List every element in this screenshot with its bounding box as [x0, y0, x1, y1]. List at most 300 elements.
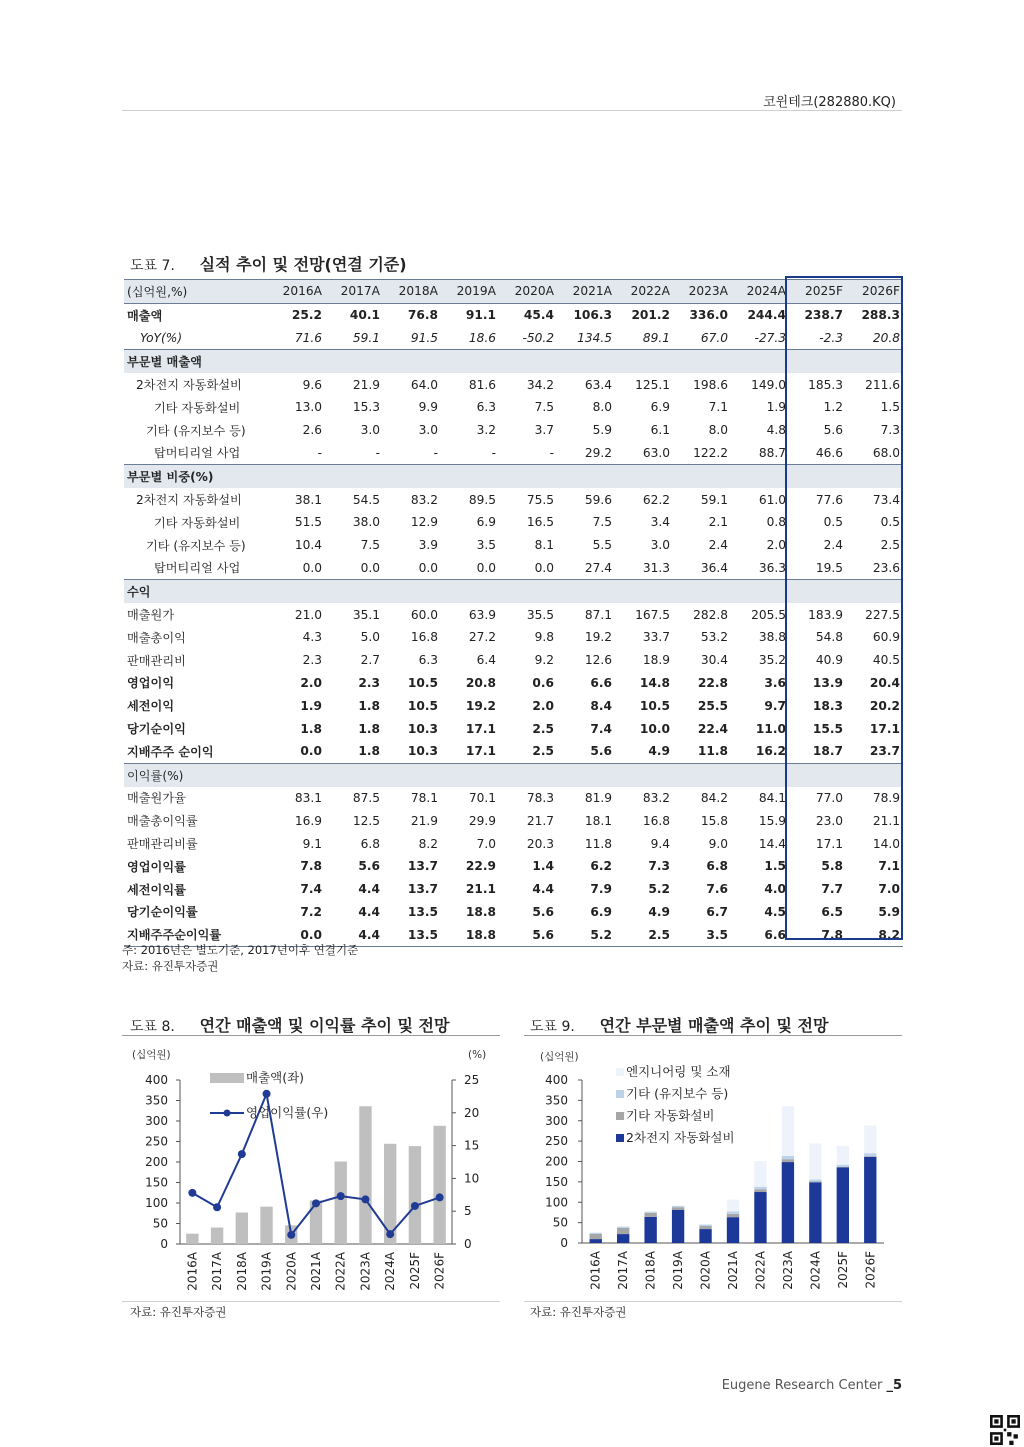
table-row [124, 809, 903, 832]
row-label: 판매관리비률 [127, 837, 198, 852]
table-cell: 21.1 [872, 813, 900, 828]
table-header-unit: (십억원,%) [124, 280, 267, 304]
table-cell: 18.7 [812, 744, 843, 759]
table-cell: 2.5 [880, 538, 900, 553]
table7-number: 도표 7. [130, 258, 175, 274]
table-cell: 78.3 [526, 790, 554, 805]
table-cell: 5.2 [557, 923, 615, 946]
table-cell: - [375, 445, 380, 460]
table-cell: 183.9 [808, 607, 843, 622]
y-tick-label: 300 [545, 1113, 568, 1128]
table-header-year: 2016A [267, 280, 325, 304]
stacked-bar-segment [754, 1189, 766, 1192]
table-cell: - [317, 445, 322, 460]
table-cell: 13.0 [294, 400, 322, 415]
table-cell: 19.2 [465, 698, 496, 713]
table-cell: 6.6 [731, 923, 789, 946]
table-cell: 106.3 [573, 308, 612, 323]
row-label: 2차전지 자동화설비 [136, 493, 242, 508]
table-cell: 15.9 [758, 813, 786, 828]
chart9-number: 도표 9. [530, 1019, 575, 1035]
table-header-year: 2023A [673, 280, 731, 304]
table-cell: 2.0 [532, 698, 554, 713]
row-label: 매출원가 [127, 608, 175, 623]
table-cell: 0.0 [267, 923, 325, 946]
x-tick-label: 2020A [284, 1252, 299, 1291]
table-row [124, 832, 903, 855]
table-cell: 2.6 [302, 423, 322, 438]
stacked-bar-segment [809, 1143, 821, 1179]
y-tick-label-right: 20 [464, 1105, 480, 1120]
table-cell: 2.4 [708, 538, 728, 553]
table-cell: 23.0 [815, 813, 843, 828]
table-row [124, 557, 903, 580]
op-margin-point [361, 1195, 369, 1203]
table-cell: -50.2 [499, 327, 557, 350]
row-label: 기타 (유지보수 등) [146, 423, 246, 438]
op-margin-point [436, 1193, 444, 1201]
chart8-title [130, 1013, 449, 1036]
table-cell: 51.5 [294, 515, 322, 530]
table-cell: 201.2 [631, 308, 670, 323]
table-cell: 282.8 [693, 607, 728, 622]
stacked-bar-segment [727, 1212, 739, 1214]
table-cell [557, 580, 615, 603]
table-cell: 5.0 [360, 630, 380, 645]
table-cell: 9.7 [764, 698, 786, 713]
table-cell: 9.8 [534, 630, 554, 645]
table-cell: 91.1 [465, 308, 496, 323]
table-cell: 15.5 [812, 721, 843, 736]
table-cell: 6.6 [590, 675, 612, 690]
table-cell [789, 350, 846, 373]
table-cell: 4.8 [766, 423, 786, 438]
table-cell: 9.2 [534, 653, 554, 668]
x-tick-label: 2022A [333, 1252, 348, 1291]
table-row [124, 855, 903, 878]
table-header-year: 2020A [499, 280, 557, 304]
table-cell: 14.0 [872, 836, 900, 851]
table-cell [441, 580, 499, 603]
table-cell: 0.5 [880, 515, 900, 530]
table-cell: 7.1 [708, 400, 728, 415]
table-cell [557, 465, 615, 488]
table-cell: 54.8 [815, 630, 843, 645]
stacked-bar-segment [727, 1214, 739, 1217]
table-cell [267, 580, 325, 603]
table-cell: 78.1 [410, 790, 438, 805]
table-cell: 53.2 [700, 630, 728, 645]
chart9-title-rule [524, 1035, 902, 1036]
table-cell: 11.8 [584, 836, 612, 851]
y-tick-label: 200 [545, 1154, 568, 1169]
table-cell: 0.0 [534, 560, 554, 575]
y-tick-label-left: 0 [160, 1237, 168, 1251]
table-cell: 16.5 [526, 515, 554, 530]
stacked-bar-segment [672, 1210, 684, 1243]
chart9-title [530, 1013, 828, 1036]
table-cell: 7.3 [880, 423, 900, 438]
table-cell: 34.2 [526, 377, 554, 392]
qr-code-icon [990, 1415, 1020, 1445]
table-cell: 3.7 [534, 423, 554, 438]
row-label: 기타 (유지보수 등) [146, 538, 246, 553]
revenue-bar [260, 1207, 272, 1244]
x-tick-label: 2025F [407, 1252, 422, 1290]
revenue-bar [236, 1213, 248, 1244]
y-tick-label-left: 350 [145, 1093, 168, 1108]
table-cell: 7.9 [590, 882, 612, 897]
row-label: 탑머티리얼 사업 [154, 561, 241, 576]
table-cell: 21.1 [465, 882, 496, 897]
row-label: 세전이익 [127, 699, 175, 714]
legend-swatch [616, 1112, 624, 1120]
table-cell: 13.9 [812, 675, 843, 690]
op-margin-point [213, 1203, 221, 1211]
table-cell: 22.4 [697, 721, 728, 736]
y-tick-label-left: 400 [145, 1073, 168, 1087]
op-margin-point [263, 1090, 271, 1098]
row-label: 영업이익 [127, 676, 175, 691]
x-tick-label: 2023A [780, 1251, 795, 1290]
table-cell: 5.6 [358, 859, 380, 874]
row-label: 세전이익률 [127, 882, 186, 897]
table-header-year: 2025F [789, 280, 846, 304]
x-tick-label: 2020A [698, 1251, 713, 1290]
table-cell: 2.5 [532, 721, 554, 736]
y-tick-label: 400 [545, 1073, 568, 1087]
table-cell: 1.8 [358, 721, 380, 736]
table-header-year: 2018A [383, 280, 441, 304]
table-cell: 5.6 [532, 904, 554, 919]
stacked-bar-segment [864, 1156, 876, 1157]
table-cell: 9.1 [302, 836, 322, 851]
table-cell: 1.5 [764, 859, 786, 874]
row-label: 매출액 [127, 308, 163, 323]
table-cell: 4.3 [302, 630, 322, 645]
table-cell: 10.5 [639, 698, 670, 713]
table-cell: 9.0 [708, 836, 728, 851]
table-cell: - [433, 445, 438, 460]
y-tick-label-right: 15 [464, 1138, 480, 1153]
table-cell: 63.4 [584, 377, 612, 392]
table-cell: 10.3 [407, 721, 438, 736]
table-cell: 70.1 [468, 790, 496, 805]
table-header-year: 2021A [557, 280, 615, 304]
table-cell: 7.5 [360, 538, 380, 553]
table-cell [383, 580, 441, 603]
table-cell: 4.9 [648, 904, 670, 919]
table-cell: 63.9 [468, 607, 496, 622]
row-label: 부문별 매출액 [124, 350, 267, 373]
table-cell [267, 763, 325, 786]
x-tick-label: 2024A [808, 1251, 823, 1290]
stacked-bar-segment [699, 1224, 711, 1226]
table-cell: 25.2 [291, 308, 322, 323]
table-cell: 6.3 [418, 653, 438, 668]
stacked-bar-segment [754, 1192, 766, 1243]
table-cell: 7.8 [789, 923, 846, 946]
y-tick-label: 100 [545, 1195, 568, 1210]
table-cell: 87.5 [352, 790, 380, 805]
footer-center: Eugene Research Center [721, 1378, 883, 1393]
x-tick-label: 2018A [643, 1251, 658, 1290]
table-cell: 22.9 [465, 859, 496, 874]
table-cell: 15.3 [352, 400, 380, 415]
revenue-bar [409, 1146, 421, 1244]
table-cell: 18.6 [441, 327, 499, 350]
table-cell: 21.9 [352, 377, 380, 392]
table-cell: 14.4 [758, 836, 786, 851]
row-label: 2차전지 자동화설비 [136, 378, 242, 393]
table-cell: 8.0 [708, 423, 728, 438]
chart8-svg [122, 1040, 502, 1300]
table-cell: 84.2 [700, 790, 728, 805]
table-cell: 22.8 [697, 675, 728, 690]
table-cell: 1.5 [880, 400, 900, 415]
table-cell: 2.5 [615, 923, 673, 946]
header-divider [122, 110, 902, 111]
table-cell: 227.5 [865, 607, 900, 622]
table-cell: 17.1 [815, 836, 843, 851]
x-tick-label: 2024A [383, 1252, 398, 1291]
table-cell: 13.7 [407, 882, 438, 897]
table-cell: 238.7 [804, 308, 843, 323]
table-cell: 3.4 [650, 515, 670, 530]
table-cell: 3.6 [764, 675, 786, 690]
table-cell: 0.8 [766, 515, 786, 530]
table-cell: 10.5 [407, 698, 438, 713]
table-row [124, 763, 903, 786]
table-row [124, 878, 903, 901]
y-tick-label-left: 150 [145, 1175, 168, 1190]
table-cell: 2.4 [823, 538, 843, 553]
row-label: 매출총이익률 [127, 814, 198, 829]
table-cell: 336.0 [689, 308, 728, 323]
table-cell: 1.9 [766, 400, 786, 415]
table-cell: 36.3 [758, 560, 786, 575]
stacked-bar-segment [617, 1227, 629, 1228]
table-cell: 2.0 [766, 538, 786, 553]
legend-swatch-revenue [210, 1073, 244, 1083]
table-cell: 6.4 [476, 653, 496, 668]
table-cell [673, 465, 731, 488]
legend-swatch [616, 1090, 624, 1098]
table-cell: 61.0 [758, 492, 786, 507]
table-row [124, 580, 903, 603]
table-cell: 12.9 [410, 515, 438, 530]
table-cell: 16.8 [642, 813, 670, 828]
revenue-bar [433, 1126, 445, 1244]
table-cell: 244.4 [747, 308, 786, 323]
table-cell: 211.6 [865, 377, 900, 392]
table-cell: 8.4 [590, 698, 612, 713]
stacked-bar-segment [590, 1233, 602, 1234]
table-cell: 5.6 [823, 423, 843, 438]
table-cell: 6.9 [650, 400, 670, 415]
stacked-bar-segment [672, 1206, 684, 1207]
table-cell: 67.0 [673, 327, 731, 350]
table-cell: 16.8 [410, 630, 438, 645]
table-cell: 7.3 [648, 859, 670, 874]
table-cell: 13.5 [383, 923, 441, 946]
table-cell: 17.1 [465, 744, 496, 759]
row-label: 영업이익률 [127, 859, 186, 874]
table-cell: 77.6 [815, 492, 843, 507]
table-cell: 89.5 [468, 492, 496, 507]
table-cell: 78.9 [872, 790, 900, 805]
table7-title [130, 252, 407, 275]
table-cell: -2.3 [789, 327, 846, 350]
stacked-bar-segment [809, 1180, 821, 1182]
table-cell: 19.2 [584, 630, 612, 645]
table-cell: 16.9 [294, 813, 322, 828]
table-cell: 62.2 [642, 492, 670, 507]
table-cell: 71.6 [267, 327, 325, 350]
y-tick-label: 250 [545, 1134, 568, 1149]
stacked-bar-segment [754, 1161, 766, 1187]
table-cell: 75.5 [526, 492, 554, 507]
table-cell [441, 763, 499, 786]
table-cell: 9.6 [302, 377, 322, 392]
table-row [124, 603, 903, 626]
table-cell: 167.5 [635, 607, 670, 622]
stacked-bar-segment [727, 1217, 739, 1243]
table-cell: 73.4 [872, 492, 900, 507]
table-cell: 59.6 [584, 492, 612, 507]
table-cell: 40.5 [872, 653, 900, 668]
stacked-bar-segment [782, 1162, 794, 1243]
op-margin-point [312, 1199, 320, 1207]
stacked-bar-segment [837, 1165, 849, 1167]
table-cell: 3.0 [360, 423, 380, 438]
table-cell: 5.6 [499, 923, 557, 946]
table-cell: 89.1 [615, 327, 673, 350]
table-cell: 23.6 [872, 560, 900, 575]
table-cell: 6.9 [476, 515, 496, 530]
table-cell: 76.8 [407, 308, 438, 323]
table-cell [673, 580, 731, 603]
table-cell: 0.6 [532, 675, 554, 690]
table-cell: 21.0 [294, 607, 322, 622]
table-row [124, 534, 903, 557]
table-cell: 29.2 [584, 445, 612, 460]
table-cell: 19.5 [815, 560, 843, 575]
table7-source: 자료: 유진투자증권 [122, 959, 219, 973]
financial-table [124, 279, 903, 947]
stacked-bar-segment [754, 1187, 766, 1189]
table-cell: 87.1 [584, 607, 612, 622]
chart9-source: 자료: 유진투자증권 [530, 1305, 627, 1319]
row-label: 이익률(%) [124, 763, 267, 786]
table-cell: 5.9 [592, 423, 612, 438]
table-cell: 64.0 [410, 377, 438, 392]
table-cell [383, 350, 441, 373]
table-cell: 12.6 [584, 653, 612, 668]
x-tick-label: 2016A [588, 1251, 603, 1290]
table-cell: 83.1 [294, 790, 322, 805]
row-label: 매출원가율 [127, 791, 186, 806]
table-cell: 15.8 [700, 813, 728, 828]
table-cell: 27.2 [468, 630, 496, 645]
op-margin-point [238, 1150, 246, 1158]
table-cell: 7.7 [821, 882, 843, 897]
table-cell: 12.5 [352, 813, 380, 828]
table-cell [673, 350, 731, 373]
y-tick-label-left: 250 [145, 1134, 168, 1149]
table-cell [846, 350, 903, 373]
table-cell [499, 465, 557, 488]
x-tick-label: 2017A [616, 1251, 631, 1290]
table-cell: 7.4 [590, 721, 612, 736]
row-label: 기타 자동화설비 [154, 400, 241, 415]
table-cell: 25.5 [697, 698, 728, 713]
table-cell: - [491, 445, 496, 460]
table-cell: 35.5 [526, 607, 554, 622]
table-cell: 6.8 [360, 836, 380, 851]
x-tick-label: 2021A [726, 1251, 740, 1290]
table-cell: 4.4 [358, 904, 380, 919]
table-cell [441, 465, 499, 488]
stacked-bar-segment [864, 1157, 876, 1243]
stacked-bar-segment [782, 1159, 794, 1162]
revenue-bar [211, 1228, 223, 1244]
table-row [124, 787, 903, 810]
stacked-bar-segment [644, 1212, 656, 1213]
table-cell: 134.5 [557, 327, 615, 350]
table-cell: 13.5 [407, 904, 438, 919]
y-tick-label-left: 300 [145, 1114, 168, 1128]
table-cell: 2.3 [302, 653, 322, 668]
chart9-svg [524, 1040, 904, 1300]
stacked-bar-segment [617, 1234, 629, 1243]
table-cell [267, 350, 325, 373]
left-axis-unit: (십억원) [540, 1051, 579, 1063]
stacked-bar-segment [727, 1200, 739, 1212]
table-cell: 38.8 [758, 630, 786, 645]
page-number: _5 [886, 1378, 902, 1393]
table-cell: 1.9 [300, 698, 322, 713]
table-cell: 29.9 [468, 813, 496, 828]
table-cell: 83.2 [642, 790, 670, 805]
table-cell: 35.1 [352, 607, 380, 622]
stacked-bar-segment [864, 1125, 876, 1153]
x-tick-label: 2017A [210, 1252, 225, 1291]
left-axis-unit: (십억원) [132, 1049, 171, 1061]
table-cell: 125.1 [635, 377, 670, 392]
table-cell: 7.5 [592, 515, 612, 530]
stacked-bar-segment [837, 1167, 849, 1243]
y-tick-label-left: 200 [145, 1155, 168, 1169]
table-cell: 0.0 [302, 560, 322, 575]
table-row [124, 442, 903, 465]
table7-name: 실적 추이 및 전망(연결 기준) [199, 255, 407, 274]
table-cell: 7.6 [706, 882, 728, 897]
stacked-bar-segment [590, 1234, 602, 1239]
chart8-title-rule [122, 1035, 500, 1036]
x-tick-label: 2021A [309, 1252, 323, 1291]
table-cell: 1.8 [300, 721, 322, 736]
table-cell: 91.5 [383, 327, 441, 350]
table-cell [557, 763, 615, 786]
table-cell: 18.1 [584, 813, 612, 828]
op-margin-point [287, 1231, 295, 1239]
row-label: 매출총이익 [127, 630, 186, 645]
x-tick-label: 2018A [234, 1252, 249, 1291]
op-margin-point [337, 1192, 345, 1200]
table-cell: 20.3 [526, 836, 554, 851]
table-cell: 81.9 [584, 790, 612, 805]
